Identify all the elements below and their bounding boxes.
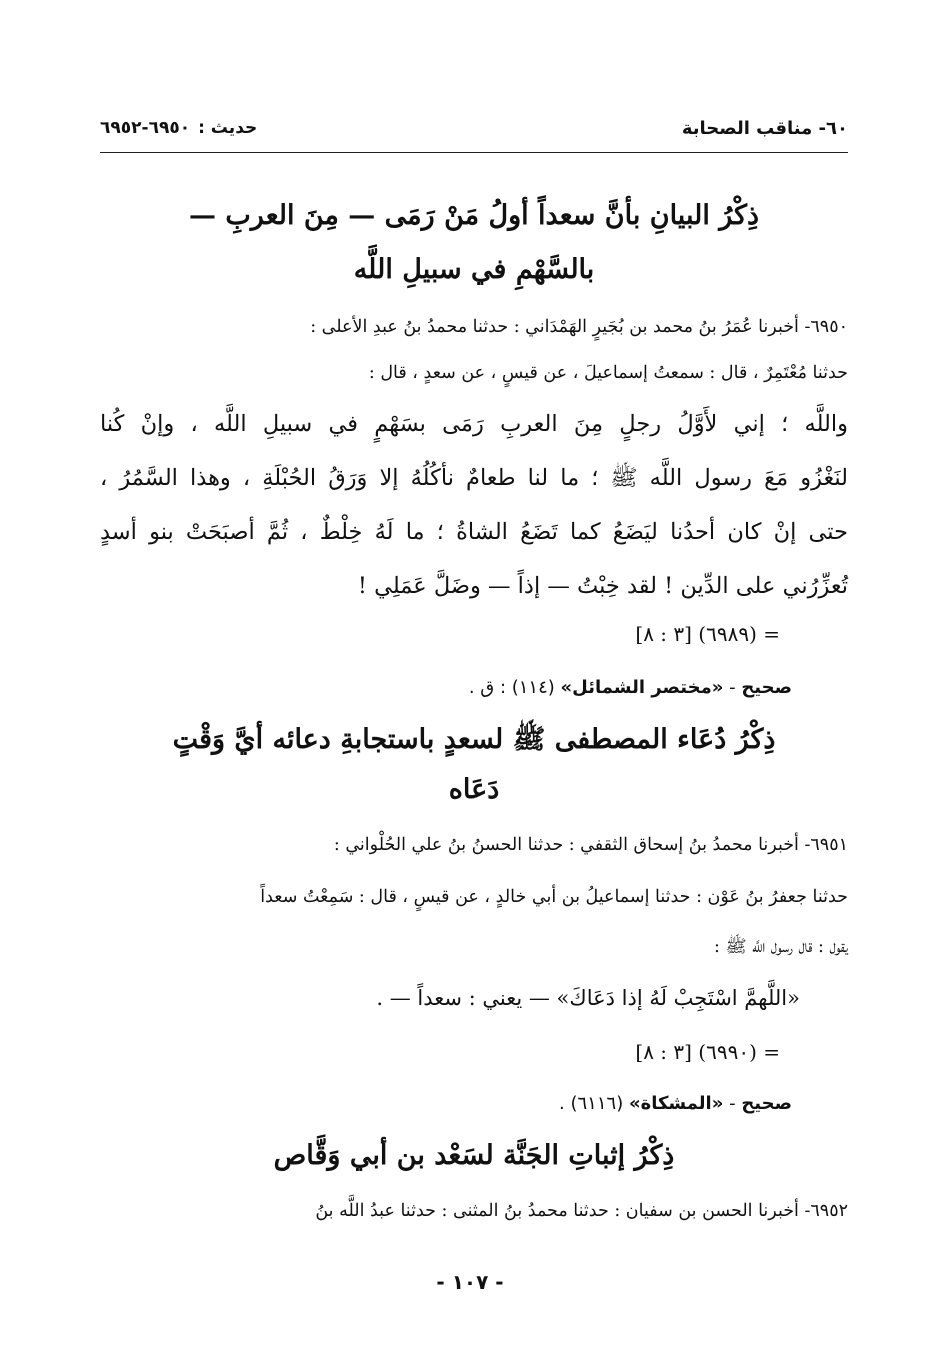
grading-dash: - [723, 677, 742, 698]
grading-source: «مختصر الشمائل» [560, 677, 724, 698]
running-head [100, 112, 848, 153]
isnad-line: حدثنا مُعْتَمِرٌ ، قال : سمعتُ إسماعيلَ ، عن قيسٍ ، عن سعدٍ ، قال : [368, 363, 848, 383]
hadith-range-label [100, 118, 257, 138]
section-heading-line: ذِكْرُ البيانِ بأنَّ سعداً أولُ مَنْ رَمَى — مِنَ العربِ — [188, 200, 759, 231]
isnad-line: ٦٩٥١- أخبرنا محمدُ بنُ إسحاق الثقفي : حدثنا الحسنُ بنُ علي الحُلْواني : [333, 835, 848, 855]
grading-word: صحيح [741, 677, 792, 698]
cross-reference: = (٦٩٩٠) [٣ : ٨] [635, 1040, 780, 1064]
cross-reference: = (٦٩٨٩) [٣ : ٨] [635, 622, 780, 646]
section-heading-line: ذِكْرُ إثباتِ الجَنَّة لسَعْد بن أبي وَقَّاص [273, 1140, 675, 1171]
isnad-line: يقول : قال رسول اللَّه ﷺ : [713, 937, 848, 957]
grading-source: «المشكاة» [628, 1093, 724, 1114]
chapter-title: ٦٠- مناقب الصحابة [681, 118, 848, 139]
section-heading-line: دَعَاه [448, 774, 500, 805]
matn-line: «اللَّهمَّ اسْتَجِبْ لَهُ إذا دَعَاكَ» — يعني : سعداً — . [376, 986, 800, 1010]
matn-line: واللَّه ؛ إني لأَوَّلُ رجلٍ مِنَ العربِ رَمَى بسَهْمٍ في سبيلِ اللَّه ، وإنْ كُنا [100, 411, 848, 437]
hadith-label: حديث : [198, 118, 258, 138]
grading-dash: - [723, 1093, 742, 1114]
section-heading-line: ذِكْرُ دُعَاء المصطفى ﷺ لسعدٍ باستجابةِ دعائه أيَّ وَقْتٍ [172, 724, 776, 755]
grading-rest: (٦١١٦) . [559, 1093, 629, 1114]
grading-word: صحيح [741, 1093, 792, 1114]
matn-line: تُعزِّرُني على الدِّين ! لقد خِبْتُ — إذاً — وضَلَّ عَمَلِي ! [357, 573, 848, 599]
isnad-line: ٦٩٥٢- أخبرنا الحسن بن سفيان : حدثنا محمدُ بنُ المثنى : حدثنا عبدُ اللَّه بنُ [315, 1201, 848, 1221]
isnad-line: ٦٩٥٠- أخبرنا عُمَرُ بنُ محمد بن بُجَيرٍ الهَمْدَاني : حدثنا محمدُ بنُ عبدِ الأعلى : [310, 317, 848, 337]
grading-line [100, 1088, 792, 1120]
grading-line [100, 672, 792, 704]
grading-rest: (١١٤) : ق . [468, 677, 561, 698]
section-heading-line: بالسَّهْمِ في سبيلِ اللَّه [353, 254, 595, 285]
hadith-range: ٦٩٥٠-٦٩٥٢ [100, 118, 191, 138]
isnad-line: حدثنا جعفرُ بنُ عَوْن : حدثنا إسماعيلُ بن أبي خالدٍ ، عن قيسٍ ، قال : سَمِعْتُ سعداً [260, 887, 848, 907]
matn-line: حتى إنْ كان أحدُنا ليَضَعُ كما تَضَعُ الشاةُ ؛ ما لَهُ خِلْطٌ ، ثُمَّ أصبَحَتْ بنو أسدٍ [100, 519, 848, 545]
matn-line: لنَغْزُو مَعَ رسول اللَّه ﷺ ؛ ما لنا طعامٌ نأكُلُهُ إلا وَرَقُ الحُبْلَةِ ، وهذا السَّمُرُ ، [100, 465, 848, 491]
page-number: - ١٠٧ - [436, 1270, 504, 1294]
